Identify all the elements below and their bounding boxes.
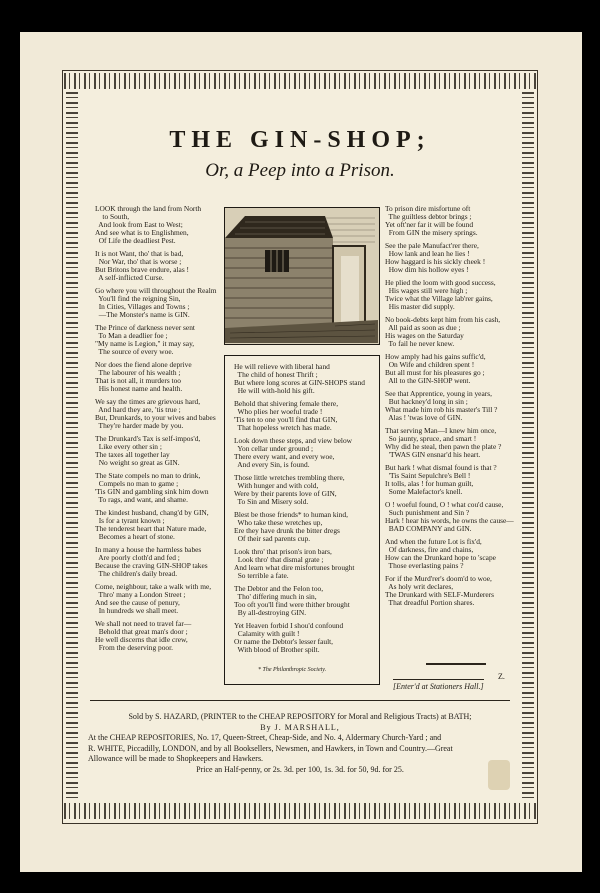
stanza	[385, 242, 513, 274]
verse-line: The Debtor and the Felon too,	[234, 583, 324, 593]
verse-line: Yet oft'ner far it will be found	[385, 220, 474, 230]
verse-line: To Sin and Misery sold.	[234, 497, 309, 507]
stanza	[385, 575, 513, 607]
verse-line: Because the craving GIN-SHOP takes	[95, 561, 208, 570]
verse-line: Were by their parents love of GIN,	[234, 489, 337, 499]
verse-line: He will relieve with liberal hand	[234, 362, 330, 371]
verse-line: Behold that great man's door ;	[95, 626, 188, 636]
verse-line: Ere they have drunk the bitter dregs	[234, 526, 340, 536]
verse-line: On Wife and children spent !	[385, 359, 475, 369]
imprint-line-5: Allowance will be made to Shopkeepers and Hawkers.	[88, 754, 264, 764]
verse-line: His honest name and health.	[95, 384, 183, 394]
verse-line: So jaunty, spruce, and smart !	[385, 433, 477, 443]
verse-line: It tolls, alas ! for human guilt,	[385, 478, 474, 488]
verse-line: Nor does the fiend alone deprive	[95, 359, 192, 369]
verse-line: For if the Murd'rer's doom'd to woe,	[385, 573, 492, 583]
verse-line: By all-destroying GIN.	[234, 608, 307, 618]
verse-line: To rags, and want, and shame.	[95, 495, 188, 505]
verse-line: Is for a tyrant known ;	[95, 515, 165, 525]
verse-line: Yon cellar under ground ;	[234, 444, 314, 454]
verse-line: A self-inflicted Curse.	[95, 273, 164, 283]
verse-line: His master did supply.	[385, 302, 455, 312]
footnote: * The Philanthropic Society.	[258, 667, 327, 673]
verse-line: From the deserving poor.	[95, 643, 174, 653]
stanza	[95, 205, 219, 245]
verse-line: Look thro' that prison's iron bars,	[234, 546, 332, 556]
verse-line: But all must for his pleasures go ;	[385, 368, 485, 378]
ornamental-border-bottom	[64, 803, 536, 819]
verse-line: Compels no man to game ;	[95, 478, 179, 488]
verse-line: That is not all, it murders too	[95, 376, 182, 386]
divider-top	[90, 700, 510, 701]
verse-line: But, Drunkards, to your wives and babes	[95, 413, 216, 423]
verse-line: And learn what dire misfortunes brought	[234, 563, 355, 573]
page-title: THE GIN-SHOP;	[169, 127, 431, 153]
verse-line: Are poorly cloth'd and fed ;	[95, 552, 180, 562]
verse-line: To Man a deadlier foe ;	[95, 331, 168, 341]
verse-line: Blest be those friends* to human kind,	[234, 509, 348, 519]
verse-line: He well discerns that idle crew,	[95, 634, 188, 644]
stanza	[234, 474, 374, 506]
stanza	[95, 287, 219, 319]
verse-line: And look from East to West;	[95, 220, 183, 230]
verse-line: Who plies her woeful trade !	[234, 407, 323, 417]
verse-line: Look down these steps, and view below	[234, 435, 353, 445]
verse-line: 'Tis Saint Sepulchre's Bell !	[385, 470, 471, 480]
stanza	[234, 437, 374, 469]
stanza	[95, 620, 219, 652]
ornamental-border-top	[64, 73, 536, 89]
verse-line: Too oft you'll find were thither brought	[234, 600, 350, 609]
imprint-line-4: R. WHITE, Piccadilly, LONDON, and by all Booksellers, Newsmen, and Hawkers, in Town and Country.—Great	[88, 743, 453, 753]
verse-line: Tho' differing much in sin,	[234, 591, 317, 601]
verse-line: To fail he never knew.	[385, 339, 455, 349]
verse-line: No weight so great as GIN.	[95, 458, 180, 468]
verse-line: As holy writ declares,	[385, 581, 454, 591]
verse-line: Those everlasting pains ?	[385, 561, 464, 570]
verse-line: Twice what the Village lab'rer gains,	[385, 294, 493, 304]
verse-line: Look thro' that dismal grate ;	[234, 554, 324, 564]
verse-line: And see the cause of penury,	[95, 597, 180, 607]
verse-line: The Drunkard with SELF-Murderers	[385, 589, 494, 599]
verse-line: The source of every woe.	[95, 347, 174, 357]
verse-line: No book-debts kept him from his cash,	[385, 314, 501, 324]
verse-line: His wages on the Saturday	[385, 331, 464, 341]
verse-line: How haggard is his sickly cheek !	[385, 257, 486, 267]
stanza	[234, 511, 374, 543]
verse-line: Of Life the deadliest Pest.	[95, 236, 176, 246]
verse-line: to South,	[95, 212, 130, 222]
verse-line: We shall not need to travel far—	[95, 618, 192, 628]
verse-line: How dim his hollow eyes !	[385, 265, 469, 275]
stanza	[234, 363, 374, 395]
poem-column-middle	[234, 363, 374, 659]
imprint-line-2: By J. MARSHALL,	[260, 722, 340, 732]
stanza	[95, 435, 219, 467]
poem-column-left	[95, 205, 219, 657]
verse-line: How amply had his gains suffic'd,	[385, 351, 486, 361]
verse-line: But Britons brave endure, alas !	[95, 265, 189, 275]
verse-line: We say the times are grievous hard,	[95, 396, 201, 406]
verse-line: The child of honest Thrift ;	[234, 370, 318, 380]
woodcut-prison-illustration	[224, 207, 380, 345]
stanza	[95, 472, 219, 504]
verse-line: Why did he steal, then pawn the plate ?	[385, 442, 502, 451]
verse-line: Go where you will throughout the Realm	[95, 286, 217, 296]
stanza	[385, 501, 513, 533]
verse-line: The guiltless debtor brings ;	[385, 212, 472, 222]
stanza	[234, 622, 374, 654]
verse-line: They're harder made by you.	[95, 421, 184, 431]
verse-line: Of their sad parents cup.	[234, 534, 311, 544]
verse-line: And every Sin, is found.	[234, 460, 310, 470]
verse-line: In Cities, Villages and Towns ;	[95, 302, 190, 312]
verse-line: Alas ! 'twas love of GIN.	[385, 413, 463, 423]
imprint-block	[88, 712, 512, 776]
verse-line: So terrible a fate.	[234, 571, 289, 581]
verse-line: How can the Drunkard hope to 'scape	[385, 552, 496, 562]
verse-line: He plied the loom with good success,	[385, 277, 496, 287]
verse-line: "My name is Legion," it may say,	[95, 339, 195, 349]
verse-line: Hark ! hear his words, he owns the cause—	[385, 515, 514, 525]
verse-line: 'Tis ten to one you'll find that GIN,	[234, 415, 338, 425]
verse-line: Calamity with guilt !	[234, 628, 300, 638]
stanza	[95, 324, 219, 356]
stanza	[385, 205, 513, 237]
verse-line: Like every other sin ;	[95, 442, 162, 451]
verse-line: Some Malefactor's knell.	[385, 487, 463, 497]
stanza	[95, 546, 219, 578]
verse-line: Come, neighbour, take a walk with me,	[95, 581, 212, 591]
imprint-line-3: At the CHEAP REPOSITORIES, No. 17, Queen-Street, Cheap-Side, and No. 4, Aldermary Church-Yard ; and	[88, 733, 442, 743]
stanza	[234, 585, 374, 617]
stanza	[95, 583, 219, 615]
verse-line: Such punishment and Sin ?	[385, 507, 470, 517]
stanza	[385, 316, 513, 348]
verse-line: 'TWAS GIN ensnar'd his heart.	[385, 450, 481, 460]
verse-line: Or name the Debtor's lesser fault,	[234, 636, 334, 646]
verse-line: Behold that shivering female there,	[234, 398, 339, 408]
stanza	[385, 279, 513, 311]
stanza	[385, 390, 513, 422]
verse-line: And hard they are, 'tis true ;	[95, 405, 181, 415]
stanza	[95, 361, 219, 393]
verse-line: His wages still were high ;	[385, 286, 468, 296]
ornamental-rule	[426, 663, 486, 665]
verse-line: But hackney'd long in sin ;	[385, 396, 468, 406]
stanza	[95, 398, 219, 430]
stanza	[95, 509, 219, 541]
stanza	[234, 548, 374, 580]
stanza	[385, 464, 513, 496]
verse-line: To prison dire misfortune oft	[385, 204, 471, 213]
stanza	[95, 250, 219, 282]
imprint-line-6: Price an Half-penny, or 2s. 3d. per 100, 1s. 3d. for 50, 9d. for 25.	[196, 764, 404, 774]
verse-line: But hark ! what dismal found is that ?	[385, 462, 497, 472]
verse-line: See the pale Manufact'rer there,	[385, 240, 479, 250]
page-subtitle: Or, a Peep into a Prison.	[205, 160, 395, 181]
verse-line: And see what is to Englishmen,	[95, 228, 189, 238]
imprint-line-1: Sold by S. HAZARD, (PRINTER to the CHEAP REPOSITORY for Moral and Religious Tracts) at BATH;	[128, 712, 472, 721]
verse-line: The children's daily bread.	[95, 569, 178, 579]
stanza	[385, 427, 513, 459]
library-stamp	[488, 760, 510, 790]
verse-line: Becomes a heart of stone.	[95, 532, 175, 542]
verse-line: BAD COMPANY and GIN.	[385, 524, 472, 534]
verse-line: In many a house the harmless babes	[95, 544, 202, 554]
verse-line: That hopeless wretch has made.	[234, 423, 332, 433]
verse-line: It is not Want, tho' that is bad,	[95, 249, 184, 259]
verse-line: From GIN the misery springs.	[385, 228, 478, 238]
verse-line: But where long scores at GIN-SHOPS stand	[234, 378, 365, 388]
verse-line: The kindest husband, chang'd by GIN,	[95, 507, 209, 517]
verse-line: With blood of Brother spilt.	[234, 645, 320, 655]
verse-line: The Prince of darkness never sent	[95, 323, 195, 332]
verse-line: Of darkness, fire and chains,	[385, 544, 474, 554]
verse-line: That serving Man—I knew him once,	[385, 425, 497, 435]
poem-column-right	[385, 205, 513, 612]
verse-line: The State compels no man to drink,	[95, 470, 201, 480]
verse-line: And when the future Lot is fix'd,	[385, 536, 482, 546]
verse-line: The Drunkard's Tax is self-impos'd,	[95, 433, 201, 443]
verse-line: 'Tis GIN and gambling sink him down	[95, 487, 209, 497]
verse-line: The labourer of his wealth ;	[95, 368, 181, 378]
verse-line: In hundreds we shall meet.	[95, 606, 179, 616]
verse-line: Nor War, tho' that is worse ;	[95, 257, 182, 267]
stanza	[385, 538, 513, 570]
verse-line: Who take these wretches up,	[234, 517, 323, 527]
stanza	[234, 400, 374, 432]
verse-line: How lank and lean he lies !	[385, 249, 470, 259]
verse-line: All to the GIN-SHOP went.	[385, 376, 471, 386]
verse-line: You'll find the reigning Sin,	[95, 294, 181, 304]
verse-line: With hunger and with cold,	[234, 481, 319, 490]
ornamental-border-left	[66, 92, 78, 800]
verse-line: LOOK through the land from North	[95, 204, 202, 213]
verse-line: All paid as soon as due ;	[385, 323, 461, 332]
verse-line: Yet Heaven forbid I shou'd confound	[234, 620, 344, 630]
verse-line: Those little wretches trembling there,	[234, 472, 345, 482]
stanza	[385, 353, 513, 385]
author-signature: Z.	[498, 672, 505, 681]
verse-line: O ! woeful found, O ! what cou'd cause,	[385, 499, 504, 509]
stationers-hall-entry: [Enter'd at Stationers Hall.]	[393, 679, 484, 691]
verse-line: Thro' many a London Street ;	[95, 589, 186, 599]
verse-line: That dreadful Portion shares.	[385, 597, 475, 607]
ornamental-border-right	[522, 92, 534, 800]
verse-line: There every want, and every woe,	[234, 452, 335, 462]
verse-line: —The Monster's name is GIN.	[95, 310, 190, 320]
verse-line: The taxes all together lay	[95, 450, 170, 460]
verse-line: He will with-hold his gift.	[234, 386, 315, 396]
verse-line: What made him rob his master's Till ?	[385, 405, 498, 415]
verse-line: The tenderest heart that Nature made,	[95, 524, 207, 534]
verse-line: See that Apprentice, young in years,	[385, 388, 492, 398]
